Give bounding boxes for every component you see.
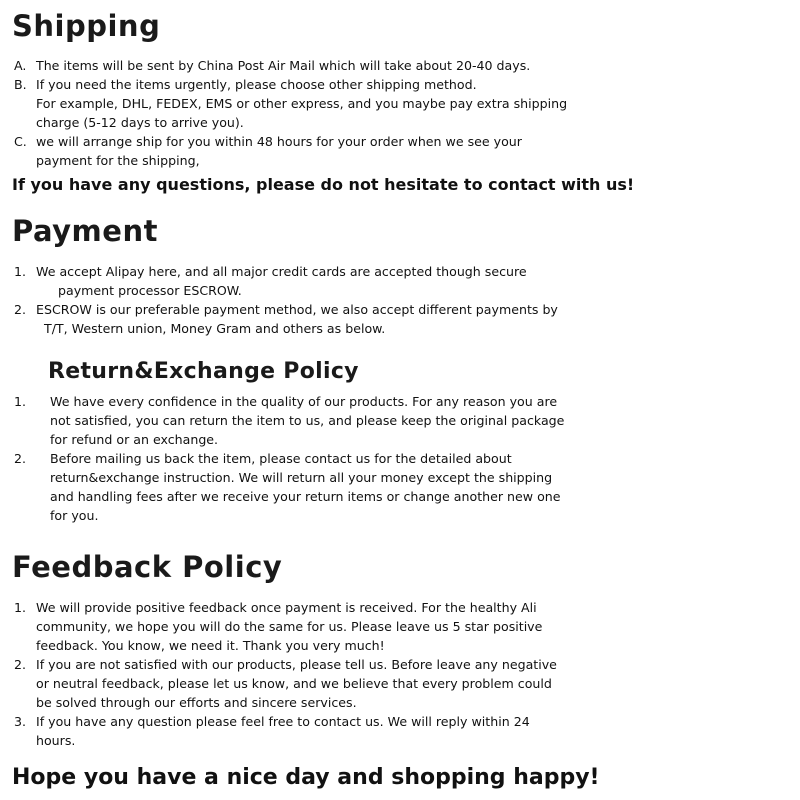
feedback-heading: Feedback Policy — [12, 550, 283, 584]
payment-item-1: 1. We accept Alipay here, and all major credit cards are accepted though secure payment processor ESCROW. — [14, 264, 527, 298]
feedback-item-3: 3. If you have any question please feel free to contact us. We will reply within 24 hours. — [14, 714, 530, 748]
shipping-item-c: C. we will arrange ship for you within 48 hours for your order when we see your payment for the shipping, — [14, 134, 522, 168]
shipping-heading: Shipping — [12, 9, 161, 43]
feedback-item-2: 2. If you are not satisfied with our products, please tell us. Before leave any negative or neutral feedback, please let us know, and we believe that every problem could be solved through our efforts and sincere services. — [14, 657, 557, 710]
shipping-item-a: A. The items will be sent by China Post Air Mail which will take about 20-40 days. — [14, 58, 531, 73]
payment-heading: Payment — [12, 214, 158, 248]
return-item-2: 2. Before mailing us back the item, please contact us for the detailed about return&exchange instruction. We will return all your money except the shipping and handling fees after we receive your return items or change another new one for you. — [14, 451, 561, 523]
closing-message: Hope you have a nice day and shopping happy! — [12, 765, 600, 790]
contact-note: If you have any questions, please do not hesitate to contact with us! — [12, 175, 635, 194]
feedback-item-1: 1. We will provide positive feedback once payment is received. For the healthy Ali community, we hope you will do the same for us. Please leave us 5 star positive feedback. You know, we need it. Thank you very much! — [14, 600, 543, 653]
shipping-item-b: B. If you need the items urgently, please choose other shipping method. For example, DHL, FEDEX, EMS or other express, and you maybe pay extra shipping charge (5-12 days to arrive you). — [14, 77, 568, 130]
return-item-1: 1. We have every confidence in the quality of our products. For any reason you are not satisfied, you can return the item to us, and please keep the original package for refund or an exchange. — [14, 394, 565, 447]
payment-item-2: 2. ESCROW is our preferable payment method, we also accept different payments by T/T, Western union, Money Gram and others as below. — [14, 302, 558, 336]
return-policy-heading: Return&Exchange Policy — [48, 359, 359, 384]
